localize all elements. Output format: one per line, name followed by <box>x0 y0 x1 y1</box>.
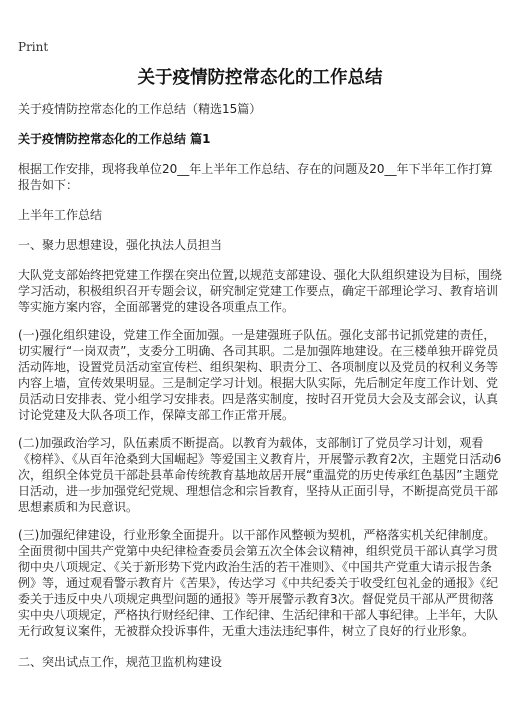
document-title: 关于疫情防控常态化的工作总结 <box>137 68 383 88</box>
paragraph-intro: 根据工作安排，现将我单位20__年上半年工作总结、存在的问题及20__年下半年工作打算报告如下： <box>18 162 493 192</box>
paragraph-organization: (一)强化组织建设，党建工作全面加强。一是建强班子队伍。强化支部书记抓党建的责任，切实履行“一岗双责”，支委分工明确、各司其职。二是加强阵地建设。在三楼单独开辟党员活动阵地，设置党员活动室宣传栏、组织架构、职责分工、各项制度以及党员的权利义务等内容上墙，宣传效果明显。三是制定学习计划。根据大队实际，先后制定年度工作计划、党员活动日安排表、党小组学习安排表。四是落实制度，按时召开党员大会及支部会议，认真讨论党建及大队各项工作，保障支部工作正常开展。 <box>18 328 499 422</box>
paragraph-political-study: (二)加强政治学习，队伍素质不断提高。以教育为载体，支部制订了党员学习计划，观看《榜样》、《从百年沧桑到大国崛起》等爱国主义教育片，开展警示教育2次，主题党日活动6次，组织全体党员干部赴县革命传统教育基地故居开展“重温党的历史传承红色基因”主题党日活动，进一步加强党纪党规、理想信念和宗旨教育，坚持从正面引导，不断提高党员干部思想素质和为民意识。 <box>18 436 502 514</box>
paragraph-discipline: (三)加强纪律建设，行业形象全面提升。以干部作风整顿为契机，严格落实机关纪律制度。全面贯彻中国共产党第中央纪律检查委员会第五次全体会议精神，组织党员干部认真学习贯彻中央八项规定、《关于新形势下党内政治生活的若干准则》、《中国共产党重大请示报告条例》等，通过观看警示教育片《苦果》，传达学习《中共纪委关于收受红包礼金的通报》《纪委关于违反中央八项规定典型问题的通报》等开展警示教育3次。督促党员干部从严贯彻落实中央八项规定，严格执行财经纪律、工作纪律、生活纪律和干部人事纪律。上半年，大队无行政复议案件，无被群众投诉事件，无重大违法违纪事件，树立了良好的行业形象。 <box>18 528 499 638</box>
section-heading: 关于疫情防控常态化的工作总结 篇1 <box>18 132 211 146</box>
print-link[interactable]: Print <box>18 40 49 54</box>
paragraph-half-year-summary: 上半年工作总结 <box>18 208 103 222</box>
paragraph-heading-one: 一、聚力思想建设，强化执法人员担当 <box>18 238 223 252</box>
paragraph-party-building: 大队党支部始终把党建工作摆在突出位置,以规范支部建设、强化大队组织建设为目标，围绕学习活动，积极组织召开专题会议，研究制定党建工作要点，确定干部理论学习、教育培训等实施方案内容，全面部署党的建设各项重点工作。 <box>18 268 502 314</box>
document-body <box>18 101 502 670</box>
paragraph-heading-two: 二、突出试点工作，规范卫监机构建设 <box>18 655 223 669</box>
document-subtitle: 关于疫情防控常态化的工作总结（精选15篇） <box>18 102 262 116</box>
